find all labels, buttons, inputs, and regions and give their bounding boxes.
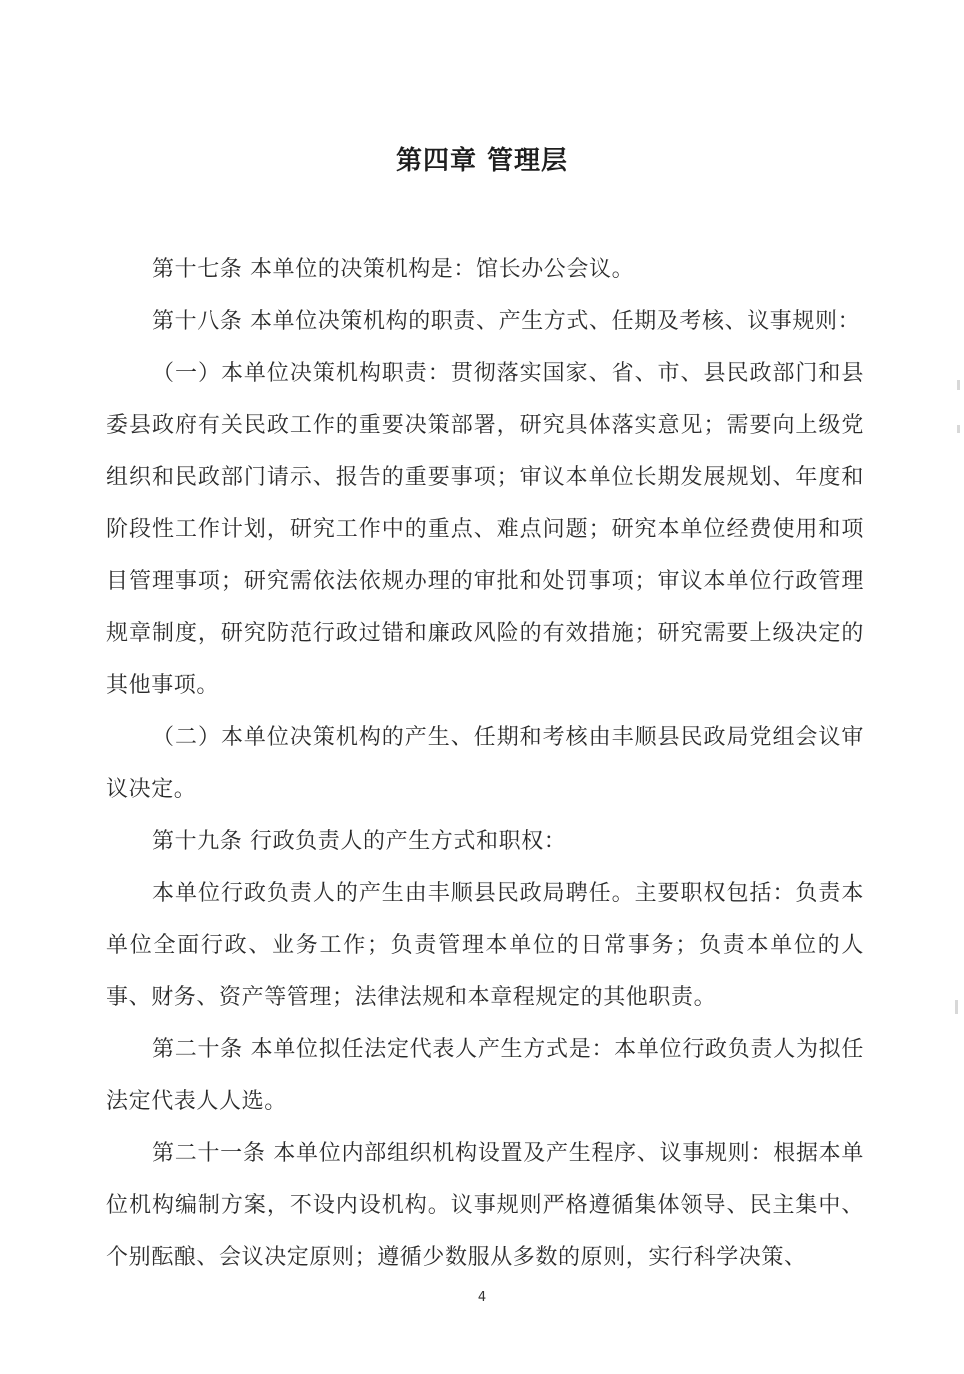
chapter-title: 第四章 管理层 <box>395 146 569 176</box>
paragraph-article-20: 第二十条 本单位拟任法定代表人产生方式是：本单位行政负责人为拟任法定代表人人选。 <box>106 1037 864 1114</box>
paragraph-item-2: （二）本单位决策机构的产生、任期和考核由丰顺县民政局党组会议审议决定。 <box>106 725 864 802</box>
body-text <box>106 244 864 1284</box>
paragraph-article-17: 第十七条 本单位的决策机构是：馆长办公会议。 <box>152 257 635 282</box>
page-number: 4 <box>477 1290 487 1305</box>
scan-edge-mark <box>957 425 960 433</box>
scan-edge-mark <box>957 380 960 390</box>
paragraph-article-18: 第十八条 本单位决策机构的职责、产生方式、任期及考核、议事规则： <box>152 309 861 334</box>
paragraph-article-19: 第十九条 行政负责人的产生方式和职权： <box>152 829 567 854</box>
paragraph-article-19-body: 本单位行政负责人的产生由丰顺县民政局聘任。主要职权包括：负责本单位全面行政、业务工作；负责管理本单位的日常事务；负责本单位的人事、财务、资产等管理；法律法规和本章程规定的其他职责。 <box>106 881 864 1010</box>
paragraph-item-1: （一）本单位决策机构职责：贯彻落实国家、省、市、县民政部门和县委县政府有关民政工作的重要决策部署，研究具体落实意见；需要向上级党组织和民政部门请示、报告的重要事项；审议本单位长期发展规划、年度和阶段性工作计划，研究工作中的重点、难点问题；研究本单位经费使用和项目管理事项；研究需依法依规办理的审批和处罚事项；审议本单位行政管理规章制度，研究防范行政过错和廉政风险的有效措施；研究需要上级决定的其他事项。 <box>106 361 864 698</box>
paragraph-article-21: 第二十一条 本单位内部组织机构设置及产生程序、议事规则：根据本单位机构编制方案，不设内设机构。议事规则严格遵循集体领导、民主集中、个别酝酿、会议决定原则；遵循少数服从多数的原则，实行科学决策、 <box>106 1141 864 1270</box>
scan-edge-mark <box>955 1000 958 1014</box>
